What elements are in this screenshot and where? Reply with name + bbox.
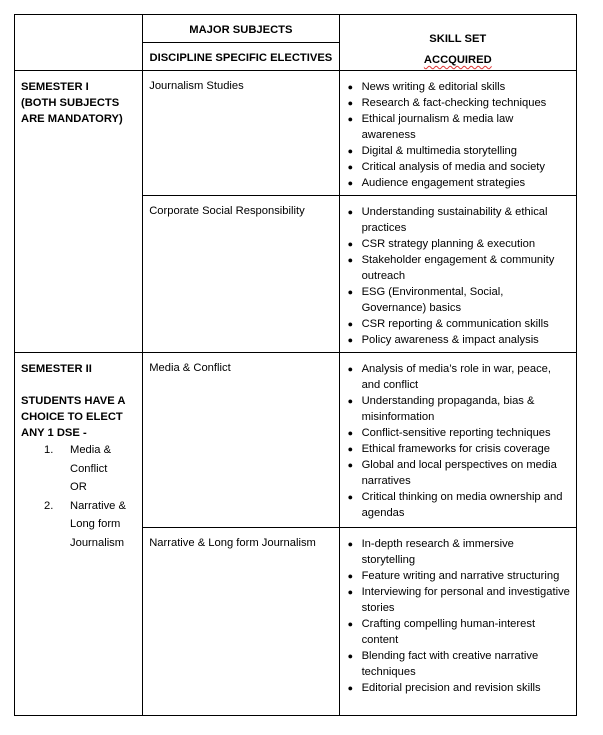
skill-item xyxy=(348,252,570,284)
skill-text: Critical analysis of media and society xyxy=(361,161,545,173)
skill-text: ESG (Environmental, Social, Governance) basics xyxy=(361,286,504,314)
skill-item xyxy=(348,316,570,332)
skill-text: Interviewing for personal and investigative stories xyxy=(361,586,570,614)
skill-item xyxy=(348,284,570,316)
semester1-note-line2: ARE MANDATORY) xyxy=(21,113,123,125)
subject-csr: Corporate Social Responsibility xyxy=(143,196,339,353)
bullet-icon: ● xyxy=(347,444,353,454)
skill-item xyxy=(348,536,570,568)
skill-item xyxy=(348,568,570,584)
skill-set-header xyxy=(339,15,576,71)
bullet-icon: ● xyxy=(347,146,353,156)
bullet-icon: ● xyxy=(347,114,353,124)
skills-narrative-longform xyxy=(339,528,576,716)
skill-item xyxy=(348,159,570,175)
semester1-note-line1: (BOTH SUBJECTS xyxy=(21,97,120,109)
bullet-icon: ● xyxy=(347,651,353,661)
skill-text: CSR reporting & communication skills xyxy=(361,318,549,330)
semester2-title: SEMESTER II xyxy=(21,363,92,375)
skill-text: Understanding sustainability & ethical practices xyxy=(361,206,548,234)
semester1-title: SEMESTER I xyxy=(21,81,89,93)
bullet-icon: ● xyxy=(347,571,353,581)
skill-item xyxy=(348,79,570,95)
skill-text: Blending fact with creative narrative techniques xyxy=(361,650,539,678)
skills-csr xyxy=(339,196,576,353)
bullet-icon: ● xyxy=(347,162,353,172)
skill-item xyxy=(348,204,570,236)
skill-text: Critical thinking on media ownership and agendas xyxy=(361,491,563,519)
bullet-icon: ● xyxy=(347,82,353,92)
dse-options-list xyxy=(21,441,136,552)
semester2-cell xyxy=(15,353,143,716)
subject-media-conflict: Media & Conflict xyxy=(143,353,339,528)
bullet-icon: ● xyxy=(347,587,353,597)
skill-text: Global and local perspectives on media narratives xyxy=(361,459,557,487)
dse-option-text: Media & Conflict OR xyxy=(70,444,112,493)
bullet-icon: ● xyxy=(347,255,353,265)
skill-item xyxy=(348,175,570,191)
bullet-icon: ● xyxy=(347,683,353,693)
skill-item xyxy=(348,332,570,348)
skill-text: Stakeholder engagement & community outreach xyxy=(361,254,555,282)
bullet-icon: ● xyxy=(347,207,353,217)
bullet-icon: ● xyxy=(347,319,353,329)
skill-text: Policy awareness & impact analysis xyxy=(361,334,539,346)
skill-text: Understanding propaganda, bias & misinformation xyxy=(361,395,535,423)
skills-list xyxy=(348,79,570,191)
bullet-icon: ● xyxy=(347,364,353,374)
bullet-icon: ● xyxy=(347,460,353,470)
dse-option-number: 1. xyxy=(44,444,54,456)
skill-item xyxy=(348,457,570,489)
bullet-icon: ● xyxy=(347,239,353,249)
skill-text: Conflict-sensitive reporting techniques xyxy=(361,427,551,439)
bullet-icon: ● xyxy=(347,335,353,345)
bullet-icon: ● xyxy=(347,287,353,297)
skill-item xyxy=(348,361,570,393)
bullet-icon: ● xyxy=(347,98,353,108)
skill-text: Editorial precision and revision skills xyxy=(361,682,541,694)
semester2-note: STUDENTS HAVE A CHOICE TO ELECT ANY 1 DSE - xyxy=(21,395,126,439)
skill-text: Research & fact-checking techniques xyxy=(361,97,547,109)
dse-option-text: Narrative & Long form Journalism xyxy=(70,499,126,549)
empty-header-cell xyxy=(15,15,143,71)
skills-list xyxy=(348,536,570,696)
dse-header: DISCIPLINE SPECIFIC ELECTIVES xyxy=(143,43,339,71)
skill-text: Ethical frameworks for crisis coverage xyxy=(361,443,550,455)
dse-option-number: 2. xyxy=(44,499,54,512)
bullet-icon: ● xyxy=(347,539,353,549)
bullet-icon: ● xyxy=(347,396,353,406)
semester1-row-journalism xyxy=(15,71,577,196)
skill-item xyxy=(348,489,570,521)
skill-text: Analysis of media’s role in war, peace, and conflict xyxy=(361,363,552,391)
skill-item xyxy=(348,393,570,425)
skills-media-conflict xyxy=(339,353,576,528)
skill-item xyxy=(348,680,570,696)
dse-option xyxy=(44,441,136,497)
skill-text: Audience engagement strategies xyxy=(361,177,526,189)
skill-item xyxy=(348,143,570,159)
skill-item xyxy=(348,441,570,457)
skill-text: News writing & editorial skills xyxy=(361,81,506,93)
skill-item xyxy=(348,111,570,143)
major-subjects-header: MAJOR SUBJECTS xyxy=(143,15,339,43)
semester1-cell xyxy=(15,71,143,353)
bullet-icon: ● xyxy=(347,428,353,438)
bullet-icon: ● xyxy=(347,619,353,629)
skill-item xyxy=(348,648,570,680)
skills-list xyxy=(348,204,570,348)
skill-item xyxy=(348,236,570,252)
bullet-icon: ● xyxy=(347,178,353,188)
dse-option xyxy=(44,497,136,553)
subject-journalism-studies: Journalism Studies xyxy=(143,71,339,196)
skill-text: Feature writing and narrative structuring xyxy=(361,570,560,582)
skill-item xyxy=(348,616,570,648)
semester2-row-media-conflict xyxy=(15,353,577,528)
skill-item xyxy=(348,425,570,441)
skill-item xyxy=(348,584,570,616)
subject-narrative-longform: Narrative & Long form Journalism xyxy=(143,528,339,716)
curriculum-table xyxy=(14,14,577,716)
skill-text: In-depth research & immersive storytelling xyxy=(361,538,514,566)
skills-list xyxy=(348,361,570,521)
skill-text: CSR strategy planning & execution xyxy=(361,238,536,250)
skill-text: Ethical journalism & media law awareness xyxy=(361,113,514,141)
header-row xyxy=(15,15,577,43)
skill-text: Crafting compelling human-interest content xyxy=(361,618,536,646)
skills-journalism-studies xyxy=(339,71,576,196)
skill-item xyxy=(348,95,570,111)
skill-set-misspelled-word: ACCQUIRED xyxy=(423,54,492,66)
skill-set-label: SKILL SET xyxy=(429,33,487,45)
skill-text: Digital & multimedia storytelling xyxy=(361,145,518,157)
bullet-icon: ● xyxy=(347,492,353,502)
